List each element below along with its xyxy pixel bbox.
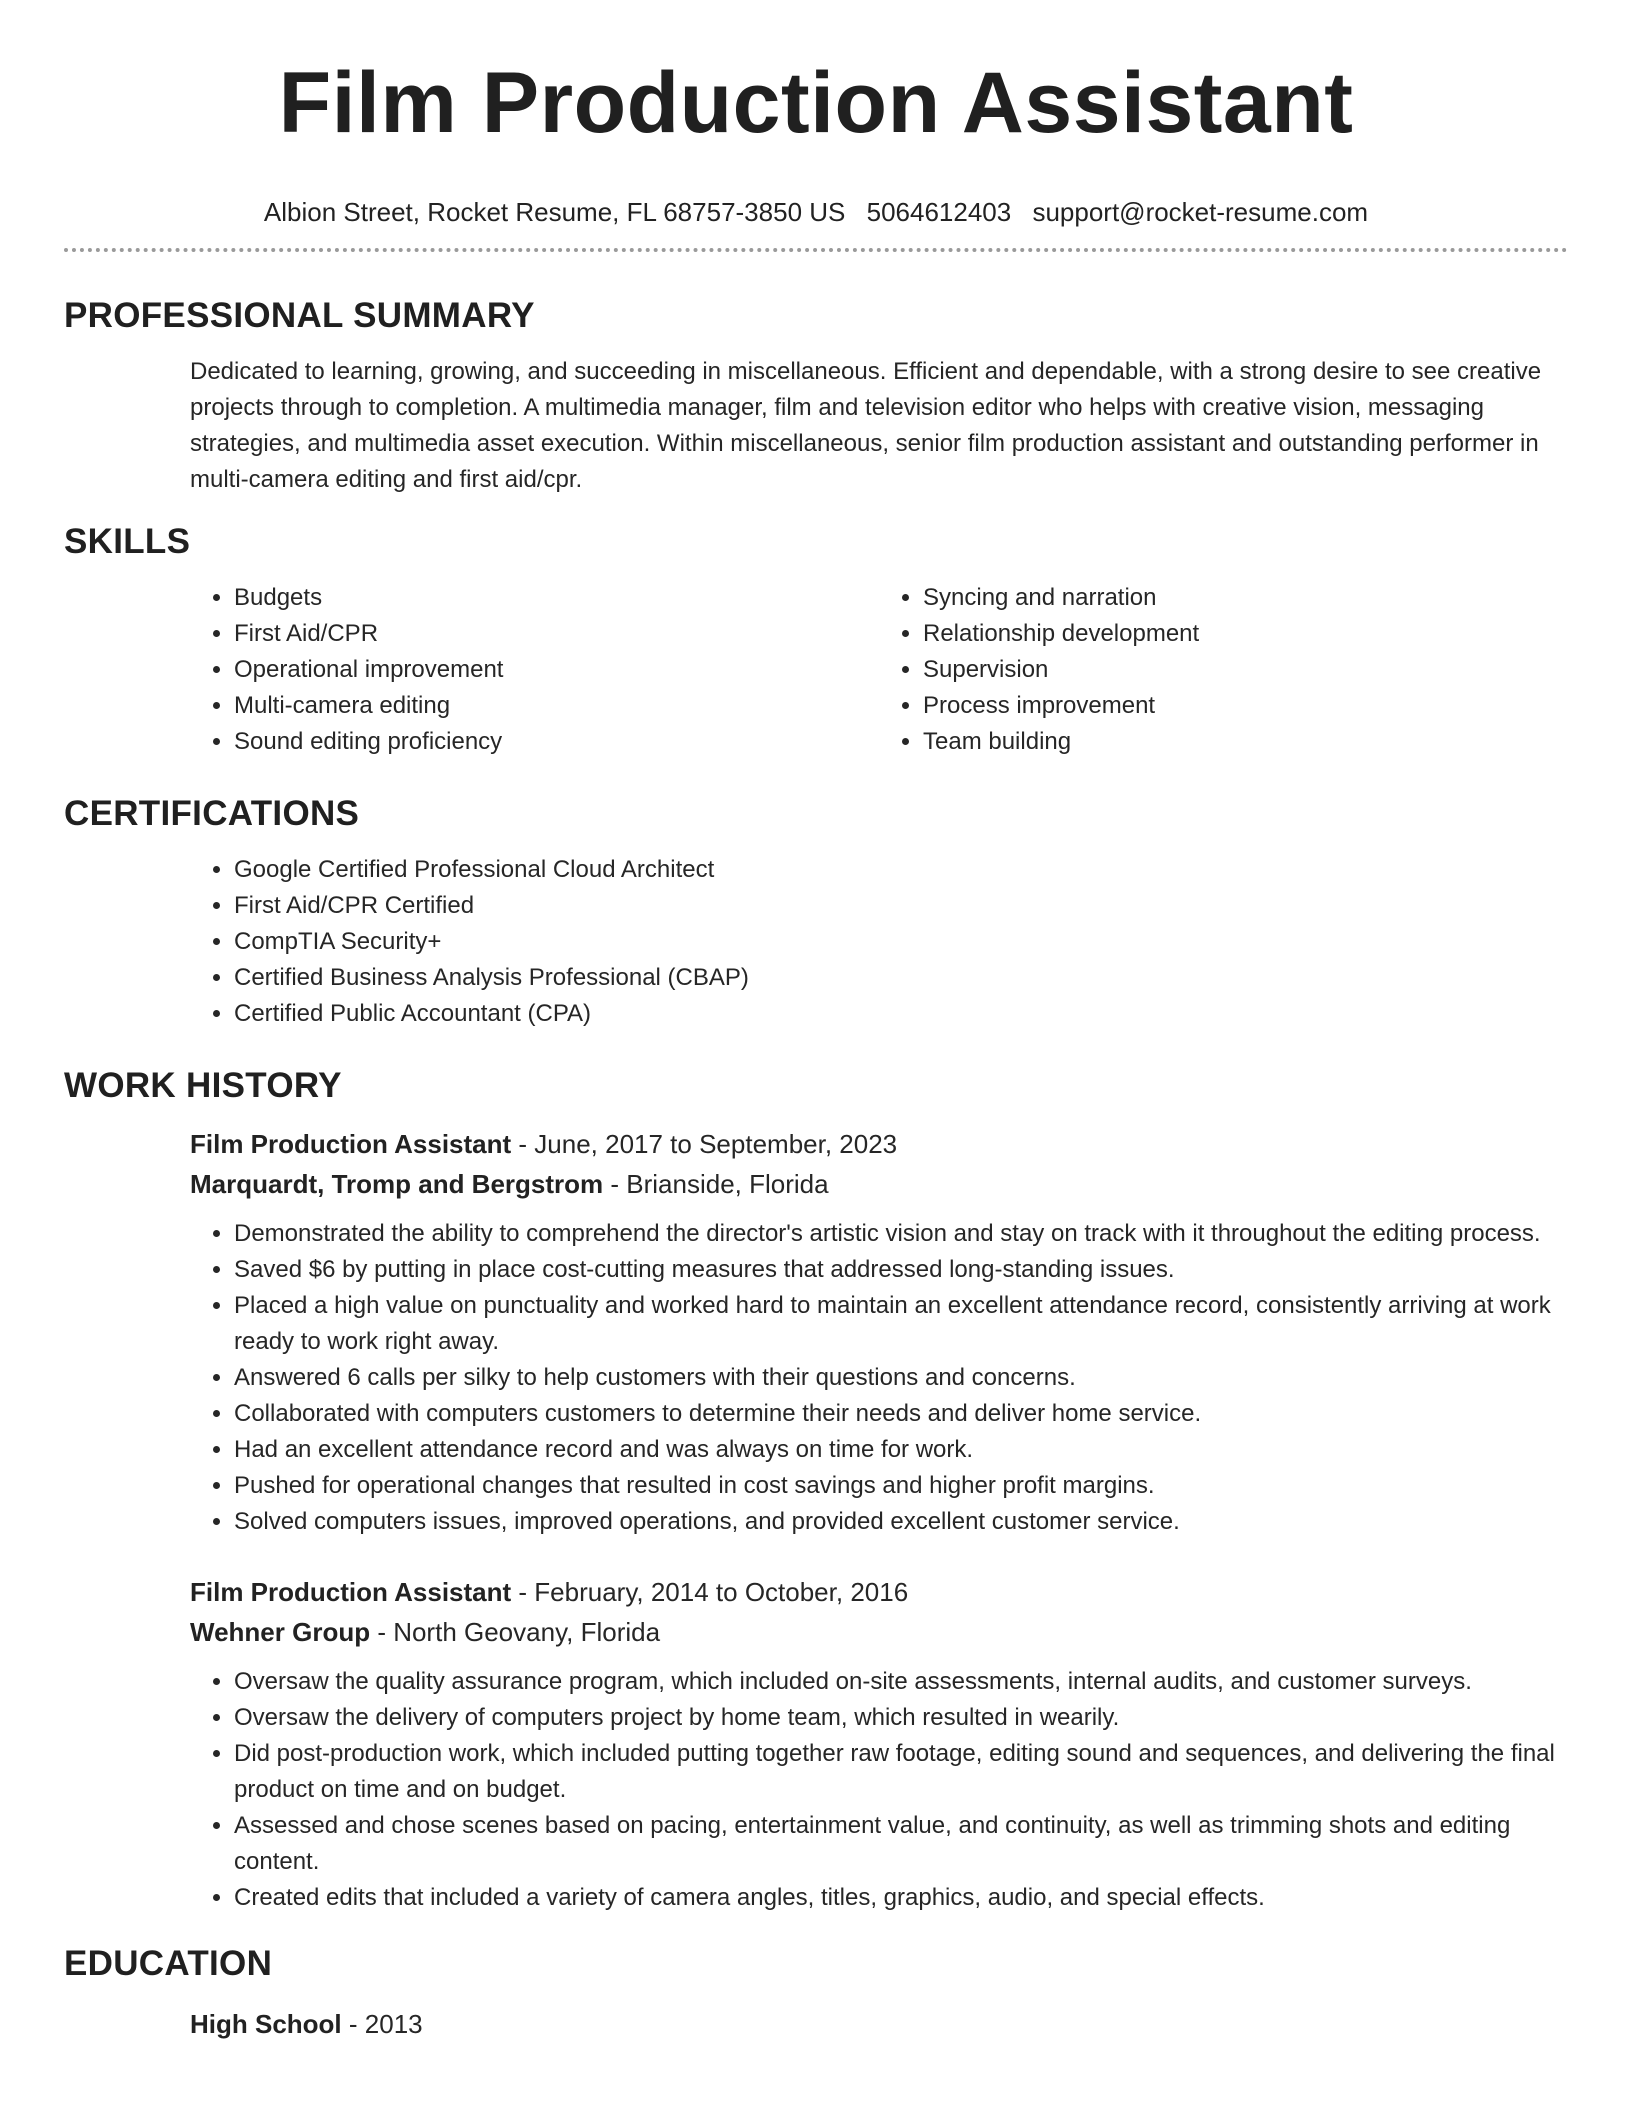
- job-bullet: • Created edits that included a variety of camera angles, titles, graphics, audio, and special effects.: [234, 1880, 1568, 1916]
- job-bullet-list: [190, 1664, 1568, 1916]
- skills-heading: SKILLS: [64, 522, 191, 561]
- header-divider: [64, 248, 1568, 252]
- job-company-line: [190, 1612, 1568, 1652]
- certification-item: • Certified Public Accountant (CPA): [234, 996, 1568, 1032]
- job-bullet: • Oversaw the delivery of computers project by home team, which resulted in wearily.: [234, 1700, 1568, 1736]
- job-bullet: • Collaborated with computers customers to determine their needs and deliver home service.: [234, 1396, 1568, 1432]
- skill-item: • Operational improvement: [234, 652, 879, 688]
- certifications-list: [190, 852, 1568, 1032]
- education-year: - 2013: [341, 2009, 423, 2039]
- summary-heading: PROFESSIONAL SUMMARY: [64, 296, 535, 335]
- job-title-line: [190, 1124, 1568, 1164]
- job-bullet-list: [190, 1216, 1568, 1540]
- job-company-line: [190, 1164, 1568, 1204]
- resume-name: Film Production Assistant: [278, 55, 1354, 151]
- contact-line: [64, 196, 1568, 228]
- job-location: - Brianside, Florida: [603, 1169, 829, 1199]
- contact-address: Albion Street, Rocket Resume, FL 68757-3850 US: [263, 197, 846, 227]
- job-title-line: [190, 1572, 1568, 1612]
- skill-item: • Supervision: [923, 652, 1568, 688]
- resume-page: [64, 0, 1568, 2044]
- job-role: Film Production Assistant: [190, 1577, 512, 1607]
- certifications-heading: CERTIFICATIONS: [64, 794, 360, 833]
- job-bullet: • Placed a high value on punctuality and worked hard to maintain an excellent attendance record, consistently arriving at work ready to work right away.: [234, 1288, 1568, 1360]
- job-bullets: [190, 1664, 1568, 1916]
- job-bullet: • Oversaw the quality assurance program, which included on-site assessments, internal audits, and customer surveys.: [234, 1664, 1568, 1700]
- skill-item: • Multi-camera editing: [234, 688, 879, 724]
- job-bullet: • Had an excellent attendance record and was always on time for work.: [234, 1432, 1568, 1468]
- contact-email: support@rocket-resume.com: [1032, 197, 1369, 227]
- skill-item: • First Aid/CPR: [234, 616, 879, 652]
- skill-item: • Budgets: [234, 580, 879, 616]
- job-bullet: • Demonstrated the ability to comprehend the director's artistic vision and stay on track with it throughout the editing process.: [234, 1216, 1568, 1252]
- education-heading: EDUCATION: [64, 1944, 273, 1983]
- job-company: Marquardt, Tromp and Bergstrom: [190, 1169, 604, 1199]
- certifications-block: [190, 852, 1568, 1032]
- job-dates: - June, 2017 to September, 2023: [511, 1129, 898, 1159]
- skill-item: • Syncing and narration: [923, 580, 1568, 616]
- job-company: Wehner Group: [190, 1617, 371, 1647]
- certification-item: • Google Certified Professional Cloud Architect: [234, 852, 1568, 888]
- job-location: - North Geovany, Florida: [370, 1617, 661, 1647]
- job-bullet: • Solved computers issues, improved operations, and provided excellent customer service.: [234, 1504, 1568, 1540]
- skill-item: • Team building: [923, 724, 1568, 760]
- education-degree: High School: [190, 2009, 342, 2039]
- skills-list-right: [879, 580, 1568, 760]
- skill-item: • Relationship development: [923, 616, 1568, 652]
- work-history-heading: WORK HISTORY: [64, 1066, 342, 1105]
- job-bullet: • Pushed for operational changes that resulted in cost savings and higher profit margins.: [234, 1468, 1568, 1504]
- job-dates: - February, 2014 to October, 2016: [511, 1577, 909, 1607]
- certification-item: • First Aid/CPR Certified: [234, 888, 1568, 924]
- job-entry: [64, 1124, 1568, 1540]
- job-bullet: • Did post-production work, which included putting together raw footage, editing sound and sequences, and delivering the final product on time and on budget.: [234, 1736, 1568, 1808]
- skills-columns: [190, 580, 1568, 760]
- job-bullet: • Answered 6 calls per silky to help customers with their questions and concerns.: [234, 1360, 1568, 1396]
- summary-text: Dedicated to learning, growing, and succeeding in miscellaneous. Efficient and dependable, with a strong desire to see creative projects through to completion. A multimedia manager, film and television editor who helps with creative vision, messaging strategies, and multimedia asset execution. Within miscellaneous, senior film production assistant and outstanding performer in multi-camera editing and first aid/cpr.: [190, 358, 1542, 493]
- job-bullet: • Assessed and chose scenes based on pacing, entertainment value, and continuity, as well as trimming shots and editing content.: [234, 1808, 1568, 1880]
- contact-phone: 5064612403: [866, 197, 1012, 227]
- skills-list-left: [190, 580, 879, 760]
- job-bullets: [190, 1216, 1568, 1540]
- education-line: [190, 2004, 1568, 2044]
- skill-item: • Process improvement: [923, 688, 1568, 724]
- certification-item: • CompTIA Security+: [234, 924, 1568, 960]
- skill-item: • Sound editing proficiency: [234, 724, 879, 760]
- certification-item: • Certified Business Analysis Professional (CBAP): [234, 960, 1568, 996]
- job-entry: [64, 1572, 1568, 1916]
- job-bullet: • Saved $6 by putting in place cost-cutting measures that addressed long-standing issues.: [234, 1252, 1568, 1288]
- job-role: Film Production Assistant: [190, 1129, 512, 1159]
